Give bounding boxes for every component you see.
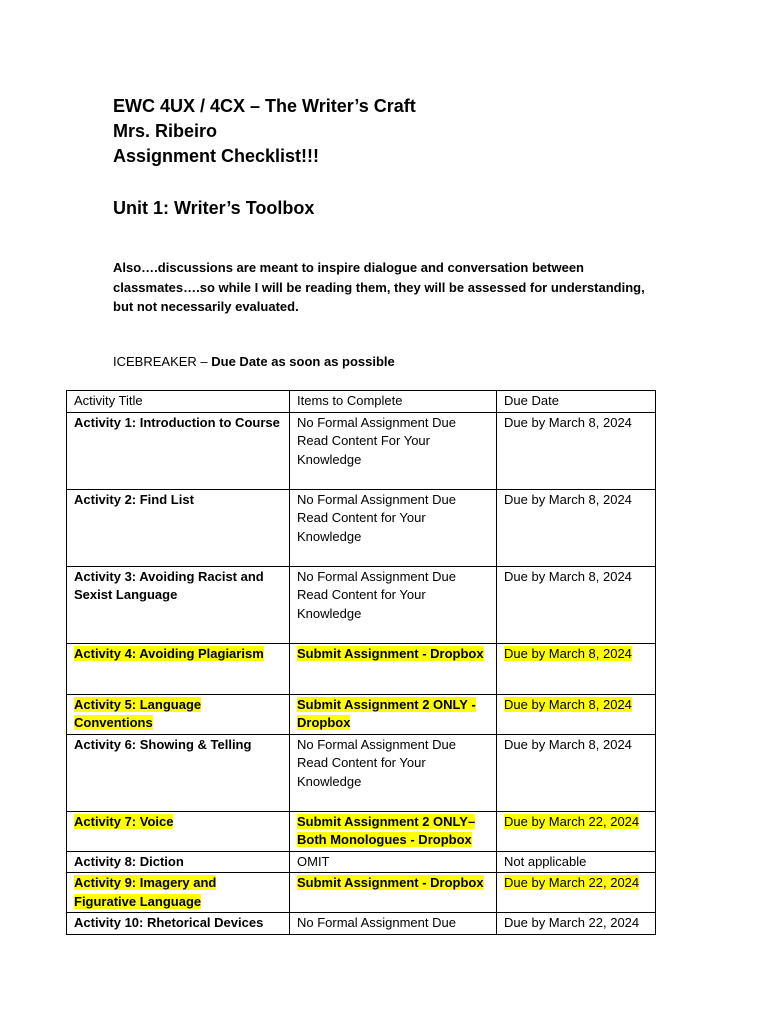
activity-title [67, 694, 290, 734]
activity-title [67, 873, 290, 913]
item-line: Read Content for Your Knowledge [297, 510, 426, 544]
activity-due: Not applicable [497, 851, 656, 873]
table-row [67, 566, 656, 643]
highlight: Submit Assignment 2 ONLY - Dropbox [297, 696, 476, 730]
activity-items [290, 873, 497, 913]
highlight: Activity 7: Voice [74, 813, 174, 829]
item-line: Read Content for Your Knowledge [297, 755, 426, 789]
item-line: No Formal Assignment Due [297, 491, 456, 507]
activity-items [290, 412, 497, 489]
activity-title: Activity 10: Rhetorical Devices [67, 913, 290, 935]
highlight: Due by March 22, 2024 [504, 813, 640, 829]
activity-title: Activity 3: Avoiding Racist and Sexist Language [67, 566, 290, 643]
table-row [67, 734, 656, 811]
header-items: Items to Complete [290, 391, 497, 413]
icebreaker-due: Due Date as soon as possible [211, 354, 395, 369]
assignment-table [66, 390, 656, 935]
table-row [67, 643, 656, 694]
unit-heading: Unit 1: Writer’s Toolbox [113, 198, 315, 218]
highlight: Activity 5: Language Conventions [74, 696, 202, 730]
item-line: No Formal Assignment Due [297, 568, 456, 584]
activity-items [290, 811, 497, 851]
activity-due: Due by March 8, 2024 [497, 412, 656, 489]
activity-due [497, 811, 656, 851]
table-row [67, 694, 656, 734]
table-row [67, 851, 656, 873]
activity-due: Due by March 22, 2024 [497, 913, 656, 935]
activity-items: No Formal Assignment Due [290, 913, 497, 935]
activity-due: Due by March 8, 2024 [497, 734, 656, 811]
document-title: Assignment Checklist!!! [113, 146, 320, 166]
item-line: No Formal Assignment Due [297, 414, 456, 430]
activity-items: OMIT [290, 851, 497, 873]
icebreaker-line [113, 352, 395, 371]
activity-items [290, 694, 497, 734]
activity-due [497, 643, 656, 694]
teacher-name: Mrs. Ribeiro [113, 121, 218, 141]
header-activity-title: Activity Title [67, 391, 290, 413]
activity-title [67, 811, 290, 851]
activity-title: Activity 1: Introduction to Course [67, 412, 290, 489]
course-title: EWC 4UX / 4CX – The Writer’s Craft [113, 96, 416, 116]
title-block [113, 94, 416, 169]
item-line: Read Content for Your Knowledge [297, 587, 426, 621]
activity-items [290, 566, 497, 643]
activity-due [497, 873, 656, 913]
activity-due: Due by March 8, 2024 [497, 489, 656, 566]
highlight: Submit Assignment - Dropbox [297, 645, 484, 661]
table-row [67, 873, 656, 913]
item-line: Read Content For Your Knowledge [297, 433, 430, 467]
activity-items [290, 489, 497, 566]
table-row [67, 489, 656, 566]
highlight: Due by March 8, 2024 [504, 645, 632, 661]
highlight: Submit Assignment - Dropbox [297, 875, 484, 890]
activity-title [67, 643, 290, 694]
table-header-row [67, 391, 656, 413]
table-row [67, 412, 656, 489]
intro-paragraph: Also….discussions are meant to inspire dialogue and conversation between classmates….so while I will be reading them, they will be assessed for understanding, but not necessarily evaluated. [113, 260, 645, 314]
highlight: Activity 4: Avoiding Plagiarism [74, 645, 264, 661]
activity-items [290, 734, 497, 811]
activity-due [497, 694, 656, 734]
activity-title: Activity 8: Diction [67, 851, 290, 873]
highlight: Due by March 8, 2024 [504, 696, 632, 712]
highlight: Due by March 22, 2024 [504, 875, 640, 890]
icebreaker-label: ICEBREAKER – [113, 354, 212, 369]
activity-due: Due by March 8, 2024 [497, 566, 656, 643]
table-row [67, 811, 656, 851]
activity-title: Activity 2: Find List [67, 489, 290, 566]
highlight: Submit Assignment 2 ONLY– Both Monologues - Dropbox [297, 813, 476, 847]
highlight: Activity 9: Imagery and Figurative Language [74, 875, 217, 909]
item-line: No Formal Assignment Due [297, 736, 456, 752]
header-due-date: Due Date [497, 391, 656, 413]
activity-title: Activity 6: Showing & Telling [67, 734, 290, 811]
activity-items [290, 643, 497, 694]
table-row [67, 913, 656, 935]
